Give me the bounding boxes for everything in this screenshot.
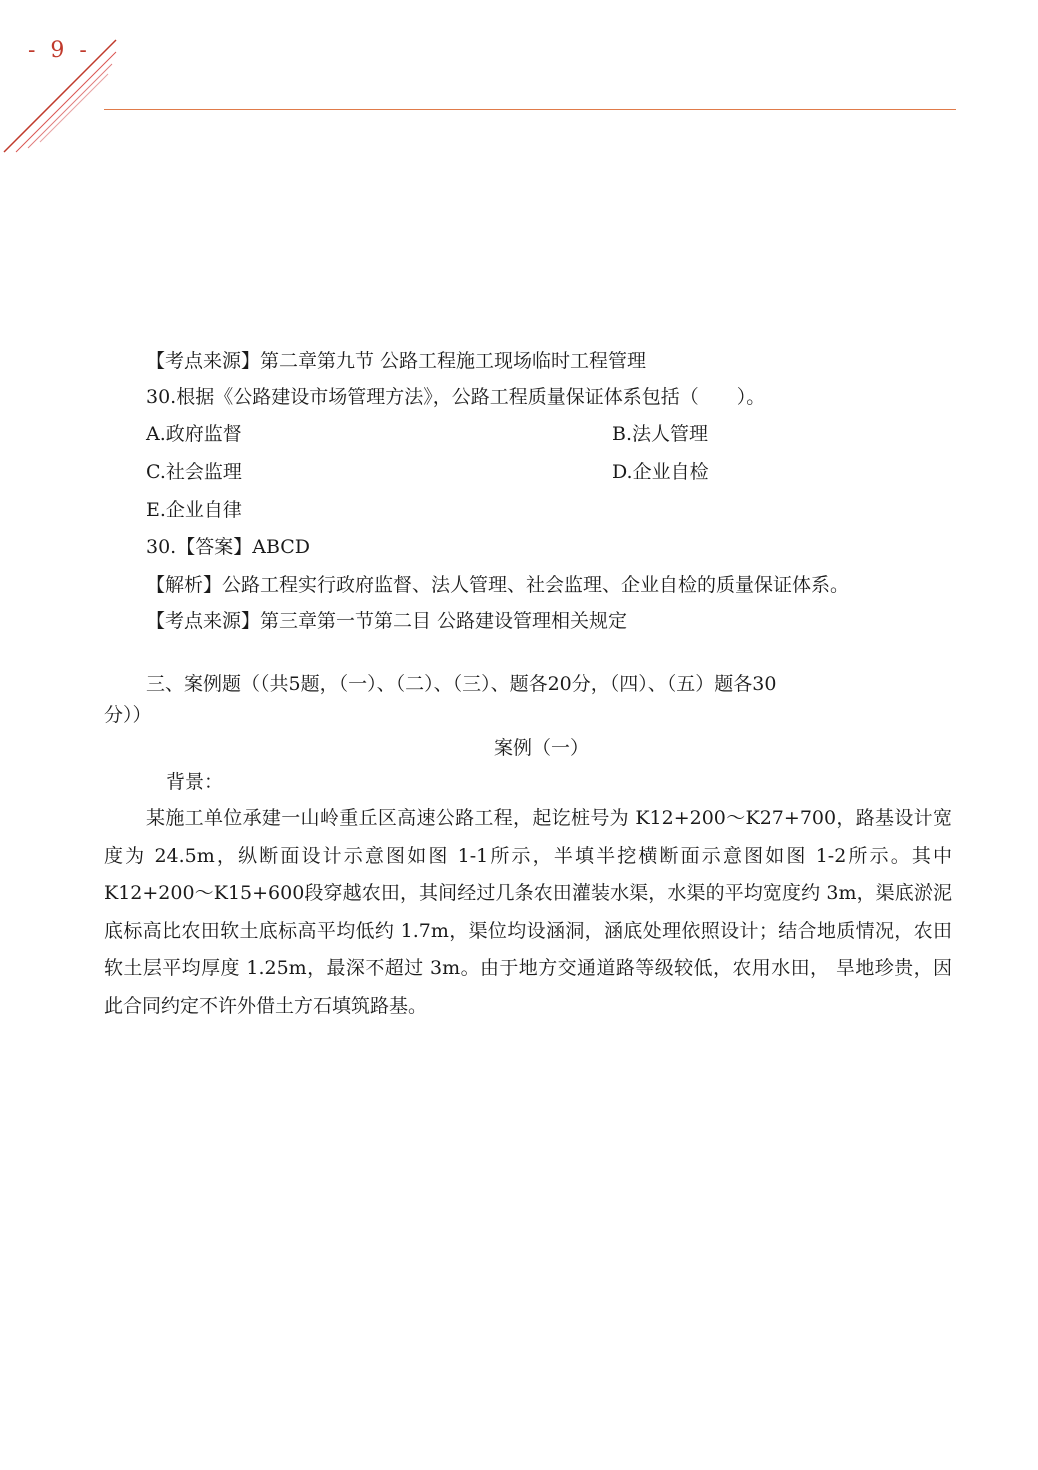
answer-line: 30.【答案】ABCD [146,536,311,558]
corner-decoration [0,30,130,160]
section-3-heading-cont: 分）） [104,704,152,726]
page-number: - 9 - [28,38,91,63]
option-a: A.政府监督 [146,423,242,445]
question-30: 30.根据《公路建设市场管理方法》，公路工程质量保证体系包括（ ）。 [146,386,766,408]
option-c: C.社会监理 [146,461,242,483]
header-rule [104,109,956,110]
source-line-1: 【考点来源】第二章第九节 公路工程施工现场临时工程管理 [146,350,647,372]
background-label: 背景： [166,771,224,793]
analysis-line: 【解析】公路工程实行政府监督、法人管理、社会监理、企业自检的质量保证体系。 [146,574,850,596]
option-b: B.法人管理 [612,423,709,445]
case-title: 案例（一） [494,737,590,759]
option-d: D.企业自检 [612,461,709,483]
source-line-2: 【考点来源】第三章第一节第二目 公路建设管理相关规定 [146,610,628,632]
section-3-heading: 三、案例题（（共5题，（一）、（二）、（三）、题各20分，（四）、（五）题各30 [146,673,777,695]
option-e: E.企业自律 [146,499,242,521]
background-paragraph: 某施工单位承建一山岭重丘区高速公路工程，起讫桩号为 K12+200～K27+700，路基设计宽度为 24.5m，纵断面设计示意图如图 1-1所示，半填半挖横断面示意图如图 1-2所示。其中 K12+200～K15+600段穿越农田，其间经过几条农田灌装水渠，水渠的平均宽度约 3m，渠底淤泥底标高比农田软土底标高平均低约 1.7m，渠位均设涵洞，涵底处理依照设计；结合地质情况，农田软土层平均厚度 1.25m，最深不超过 3m。由于地方交通道路等级较低，农用水田， 旱地珍贵，因此合同约定不许外借土方石填筑路基。 [104,807,952,1017]
